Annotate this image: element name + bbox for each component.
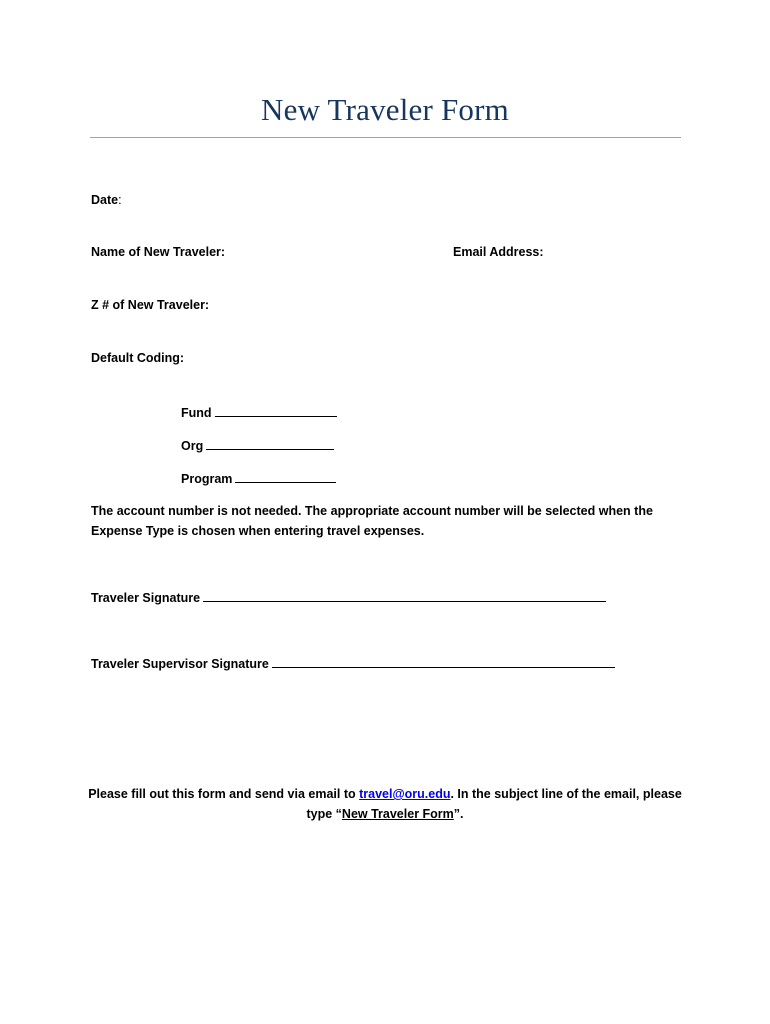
date-field: [91, 193, 122, 207]
fund-field: [181, 404, 337, 420]
account-number-note: The account number is not needed. The appropriate account number will be selected when the Expense Type is chosen when entering travel expenses.: [91, 504, 653, 538]
org-field: [181, 437, 334, 453]
email-label: Email Address:: [453, 245, 544, 259]
supervisor-signature-label: Traveler Supervisor Signature: [91, 657, 269, 671]
supervisor-signature-field: [91, 655, 615, 671]
z-number-label: Z # of New Traveler:: [91, 298, 210, 312]
instructions-text-after: ”.: [453, 807, 464, 821]
traveler-signature-field: [91, 589, 606, 605]
org-label: Org: [181, 439, 204, 453]
submission-instructions: [80, 784, 690, 824]
program-blank-line[interactable]: [235, 470, 336, 483]
program-field: [181, 470, 336, 486]
traveler-name-field: [91, 245, 225, 259]
email-field: [453, 245, 544, 259]
subject-line-text: New Traveler Form: [341, 807, 454, 821]
default-coding-label: Default Coding:: [91, 351, 185, 365]
fund-label: Fund: [181, 406, 212, 420]
traveler-signature-line[interactable]: [203, 589, 606, 602]
supervisor-signature-line[interactable]: [272, 655, 615, 668]
date-colon: :: [118, 193, 122, 207]
page-title: New Traveler Form: [261, 92, 509, 127]
program-label: Program: [181, 472, 233, 486]
title-divider: [90, 137, 681, 138]
org-blank-line[interactable]: [206, 437, 334, 450]
instructions-text-middle: . In the subject line of the email, please type “: [306, 787, 682, 821]
date-label: Date: [91, 193, 119, 207]
traveler-name-label: Name of New Traveler:: [91, 245, 226, 259]
z-number-field: [91, 298, 209, 312]
travel-email-link[interactable]: travel@oru.edu: [359, 787, 451, 801]
fund-blank-line[interactable]: [215, 404, 337, 417]
default-coding-field: [91, 351, 184, 365]
instructions-text-before: Please fill out this form and send via email to: [88, 787, 360, 801]
traveler-signature-label: Traveler Signature: [91, 591, 201, 605]
